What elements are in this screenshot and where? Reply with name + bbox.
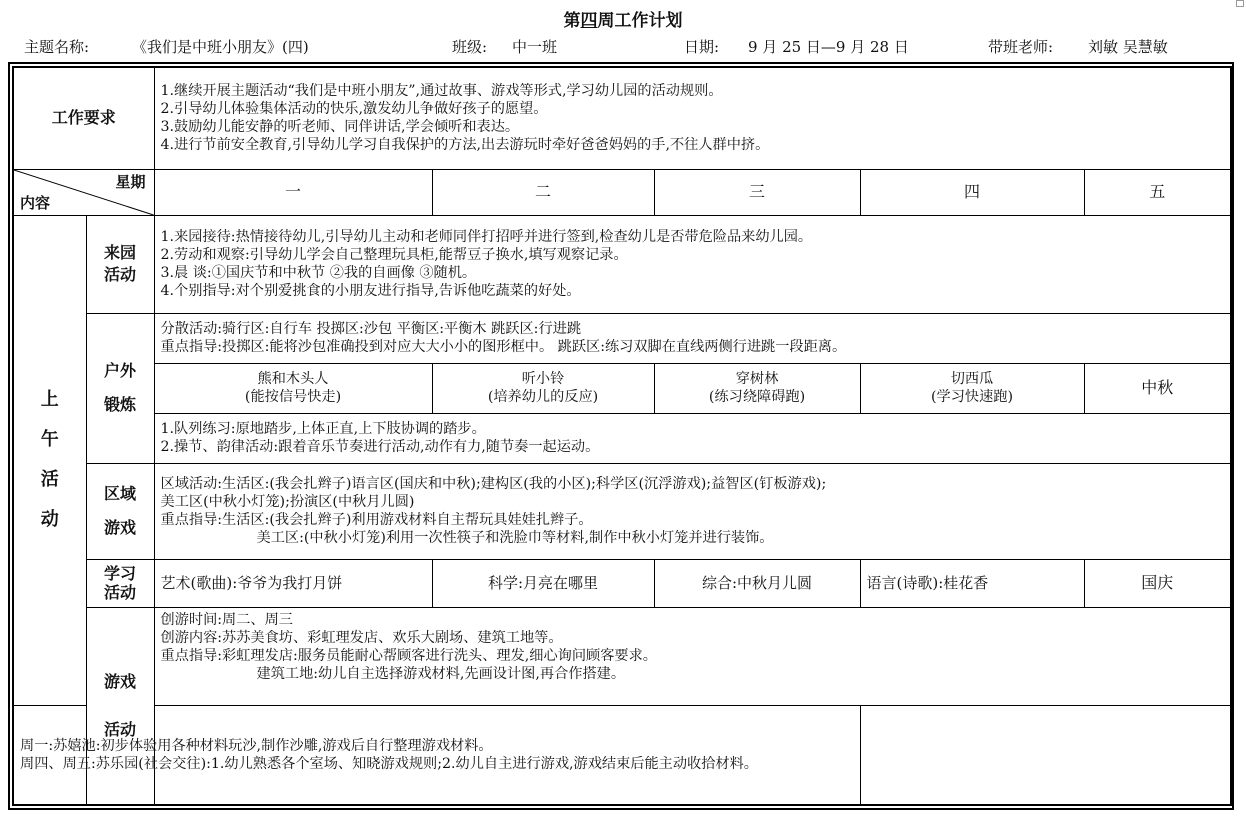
corner-mark [1236, 0, 1244, 7]
arrival-label-line: 来园 [104, 243, 137, 262]
outdoor-drills-row [13, 413, 1231, 463]
teacher-value: 刘敏 吴慧敏 [1088, 38, 1168, 56]
arrival-item: 2.劳动和观察:引导幼儿学会自己整理玩具柜,能帮豆子换水,填写观察记录。 [160, 247, 628, 263]
area-label-line: 区域 [104, 484, 137, 503]
morning-label-char: 活 [40, 469, 59, 490]
game-note: (培养幼儿的反应) [487, 389, 599, 405]
date-value: 9 月 25 日—9 月 28 日 [748, 38, 909, 56]
day-tuesday: 二 [432, 169, 654, 215]
area-line-indented: 美工区:(中秋小灯笼)利用一次性筷子和洗脸巾等材料,制作中秋小灯笼并进行装饰。 [256, 530, 774, 546]
outdoor-guidance [154, 313, 1231, 363]
requirement-item: 1.继续开展主题活动“我们是中班小朋友”,通过故事、游戏等形式,学习幼儿园的活动规则。 [160, 83, 723, 100]
play-bottom-row [13, 705, 1231, 805]
morning-activities-label [13, 215, 86, 705]
game-tuesday [432, 363, 654, 413]
work-requirements-label: 工作要求 [13, 67, 154, 169]
play-line-indented: 建筑工地:幼儿自主选择游戏材料,先画设计图,再合作搭建。 [256, 665, 626, 682]
morning-label-char: 动 [40, 509, 59, 530]
content-label: 内容 [20, 193, 51, 212]
class-label: 班级: [452, 38, 488, 56]
page-title [0, 6, 1246, 31]
play-top-row [13, 607, 1231, 705]
drill-item: 2.操节、韵律活动:跟着音乐节奏进行活动,动作有力,随节奏一起运动。 [160, 439, 600, 455]
game-note: (学习快速跑) [931, 389, 1014, 405]
outdoor-focus-text: 重点指导:投掷区:能将沙包准确投到对应大大小小的图形框中。 跳跃区:练习双脚在直线两侧行进跳一段距离。 [160, 339, 847, 355]
date-label: 日期: [684, 38, 720, 56]
learning-thursday: 语言(诗歌):桂花香 [860, 559, 1084, 607]
learning-monday: 艺术(歌曲):爷爷为我打月饼 [154, 559, 432, 607]
teacher-label: 带班老师: [988, 38, 1054, 56]
outdoor-label-line: 锻炼 [104, 395, 137, 414]
requirement-item: 2.引导幼儿体验集体活动的快乐,激发幼儿争做好孩子的愿望。 [160, 101, 548, 118]
game-note: (练习绕障碍跑) [708, 389, 806, 405]
game-thursday [860, 363, 1084, 413]
outdoor-scatter-text: 分散活动:骑行区:自行车 投掷区:沙包 平衡区:平衡木 跳跃区:行进跳 [160, 321, 582, 337]
learning-label-line: 活动 [104, 583, 137, 602]
title-prefix: 第 [563, 11, 581, 31]
day-thursday: 四 [860, 169, 1084, 215]
arrival-item: 1.来园接待:热情接待幼儿,引导幼儿主动和老师同伴打招呼并进行签到,检查幼儿是否带危险品来幼儿园。 [160, 229, 813, 245]
weekly-plan-table [12, 66, 1232, 806]
game-monday [154, 363, 432, 413]
theme-value: 《我们是中班小朋友》(四) [132, 38, 309, 56]
area-line: 重点指导:生活区:(我会扎辫子)利用游戏材料自主帮玩具娃娃扎辫子。 [160, 512, 593, 528]
game-name: 切西瓜 [950, 371, 994, 387]
area-games-row [13, 463, 1231, 559]
learning-wednesday: 综合:中秋月儿圆 [654, 559, 860, 607]
header-meta [24, 36, 1224, 58]
drill-item: 1.队列练习:原地踏步,上体正直,上下肢协调的踏步。 [160, 421, 486, 437]
play-bottom-content [13, 705, 860, 805]
arrival-label-line: 活动 [104, 265, 137, 284]
area-games-label [86, 463, 154, 559]
outdoor-drills [154, 413, 1231, 463]
play-line: 创游时间:周二、周三 [160, 611, 293, 628]
arrival-item: 4.个别指导:对个别爱挑食的小朋友进行指导,告诉他吃蔬菜的好处。 [160, 283, 581, 299]
weekday-header-row [13, 169, 1231, 215]
arrival-label [86, 215, 154, 313]
requirement-item: 3.鼓励幼儿能安静的听老师、同伴讲话,学会倾听和表达。 [160, 119, 520, 136]
play-line: 创游内容:苏苏美食坊、彩虹理发店、欢乐大剧场、建筑工地等。 [160, 629, 563, 646]
area-label-line: 游戏 [104, 518, 137, 537]
morning-label-char: 午 [40, 429, 59, 450]
learning-friday: 国庆 [1084, 559, 1231, 607]
week-label: 星期 [115, 172, 146, 191]
requirement-item: 4.进行节前安全教育,引导幼儿学习自我保护的方法,出去游玩时牵好爸爸妈妈的手,不往人群中挤。 [160, 137, 770, 154]
outdoor-guidance-row [13, 313, 1231, 363]
learning-label [86, 559, 154, 607]
class-value: 中一班 [512, 38, 558, 56]
arrival-content [154, 215, 1231, 313]
work-requirements-row [13, 67, 1231, 169]
game-note: (能按信号快走) [244, 389, 342, 405]
title-week-number: 四 [580, 11, 598, 31]
outdoor-label [86, 313, 154, 463]
diagonal-header-cell [13, 169, 154, 215]
morning-label-char: 上 [40, 389, 59, 410]
day-monday: 一 [154, 169, 432, 215]
theme-label: 主题名称: [24, 38, 90, 56]
play-label-line: 活动 [104, 719, 137, 739]
area-games-content [154, 463, 1231, 559]
game-name: 听小铃 [521, 371, 565, 387]
play-label-line: 游戏 [104, 671, 137, 691]
play-top-content [154, 607, 1231, 705]
area-line: 区域活动:生活区:(我会扎辫子)语言区(国庆和中秋);建构区(我的小区);科学区(沉浮游戏);益智区(钉板游戏); [160, 476, 827, 492]
day-wednesday: 三 [654, 169, 860, 215]
game-name: 穿树林 [735, 371, 779, 387]
play-line: 重点指导:彩虹理发店:服务员能耐心帮顾客进行洗头、理发,细心询问顾客要求。 [160, 647, 657, 664]
game-name: 熊和木头人 [257, 371, 329, 387]
day-friday: 五 [1084, 169, 1231, 215]
play-line: 周一:苏嬉池:初步体验用各种材料玩沙,制作沙雕,游戏后自行整理游戏材料。 [20, 737, 493, 754]
outdoor-label-line: 户外 [104, 361, 137, 380]
arrival-item: 3.晨 谈:①国庆节和中秋节 ②我的自画像 ③随机。 [160, 265, 477, 281]
learning-label-line: 学习 [104, 564, 137, 583]
play-line: 周四、周五:苏乐园(社会交往):1.幼儿熟悉各个室场、知晓游戏规则;2.幼儿自主进行游戏,游戏结束后能主动收拾材料。 [20, 755, 758, 772]
area-line: 美工区(中秋小灯笼);扮演区(中秋月儿圆) [160, 494, 415, 510]
outdoor-games-row [13, 363, 1231, 413]
learning-row [13, 559, 1231, 607]
arrival-row [13, 215, 1231, 313]
learning-tuesday: 科学:月亮在哪里 [432, 559, 654, 607]
title-suffix: 周工作计划 [597, 11, 683, 31]
work-requirements-content [154, 67, 1231, 169]
game-friday: 中秋 [1084, 363, 1231, 413]
game-wednesday [654, 363, 860, 413]
